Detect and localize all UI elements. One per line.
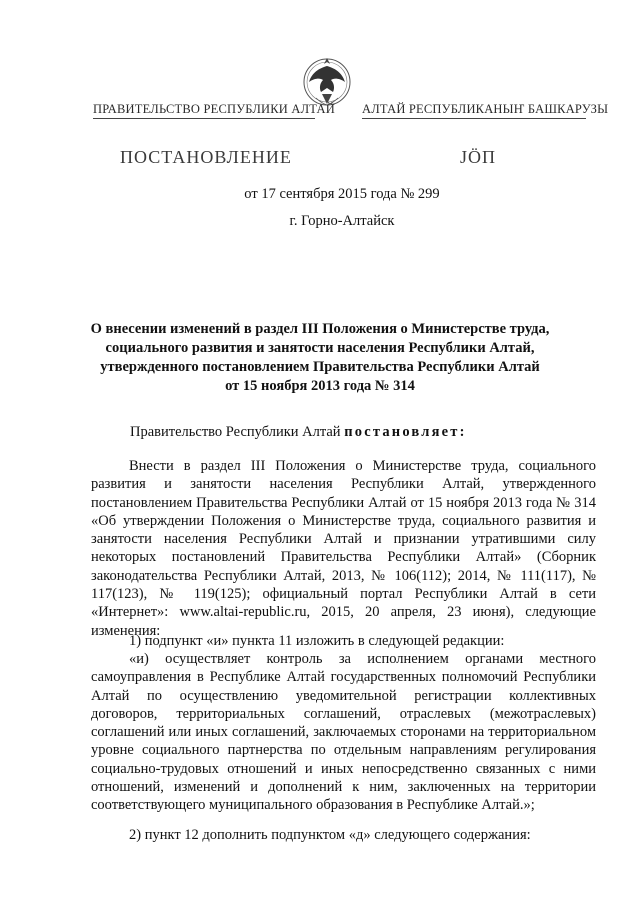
body-paragraph: 1) подпункт «и» пункта 11 изложить в следующей редакции: <box>129 633 505 649</box>
resolution-verb: постановляет: <box>344 424 467 440</box>
document-type-altai: ЈӦП <box>460 147 497 167</box>
resolution-subject: Правительство Республики Алтай <box>130 424 341 440</box>
document-date-number: от 17 сентября 2015 года № 299 <box>244 186 440 202</box>
government-name-russian: ПРАВИТЕЛЬСТВО РЕСПУБЛИКИ АЛТАЙ <box>93 102 335 116</box>
title-line: социального развития и занятости населения Республики Алтай, <box>105 340 535 356</box>
government-name-altai: АЛТАЙ РЕСПУБЛИКАНЫҤ БАШКАРУЗЫ <box>362 102 609 116</box>
body-paragraph: «и) осуществляет контроль за исполнением органами местного самоуправления в Республике Алтай государственных полномочий Республики Алтай по осуществлению уведомительной регистрации коллективных договоров, территориальных соглашений, отраслевых (межотраслевых) соглашений или иных соглашений, заключаемых сторонами на территориальном уровне социального партнерства по отдельным направлениям регулирования социально-трудовых отношений и иных непосредственно связанных с ними отношений, изменений и дополнений к ним, заключенных на территории соответствующего муниципального образования в Республике Алтай.»; <box>91 651 596 814</box>
resolution-preamble <box>130 424 590 441</box>
document-type-russian: ПОСТАНОВЛЕНИЕ <box>120 147 292 167</box>
document-city: г. Горно-Алтайск <box>289 213 395 229</box>
header-divider-left <box>93 118 315 119</box>
header-divider-right <box>362 118 586 119</box>
document-title <box>80 320 560 396</box>
title-line: утвержденного постановлением Правительства Республики Алтай <box>100 359 540 375</box>
body-paragraph: 2) пункт 12 дополнить подпунктом «д» следующего содержания: <box>129 827 531 843</box>
title-line: О внесении изменений в раздел III Положения о Министерстве труда, <box>90 321 550 337</box>
body-paragraph: Внести в раздел III Положения о Министерстве труда, социального развития и занятости населения Республики Алтай, утвержденного постановлением Правительства Республики Алтай от 15 ноября 2013 года № 314 «Об утверждении Положения о Министерстве труда, социального развития и занятости населения Республики Алтай и признании утратившими силу некоторых постановлений Правительства Республики Алтай» (Сборник законодательства Республики Алтай, 2013, № 106(112); 2014, № 111(117), № 117(123), № 119(125); официальный портал Республики Алтай в сети «Интернет»: www.altai-republic.ru, 2015, 20 апреля, 23 июня), следующие изменения: <box>91 458 596 639</box>
title-line: от 15 ноября 2013 года № 314 <box>225 378 415 394</box>
